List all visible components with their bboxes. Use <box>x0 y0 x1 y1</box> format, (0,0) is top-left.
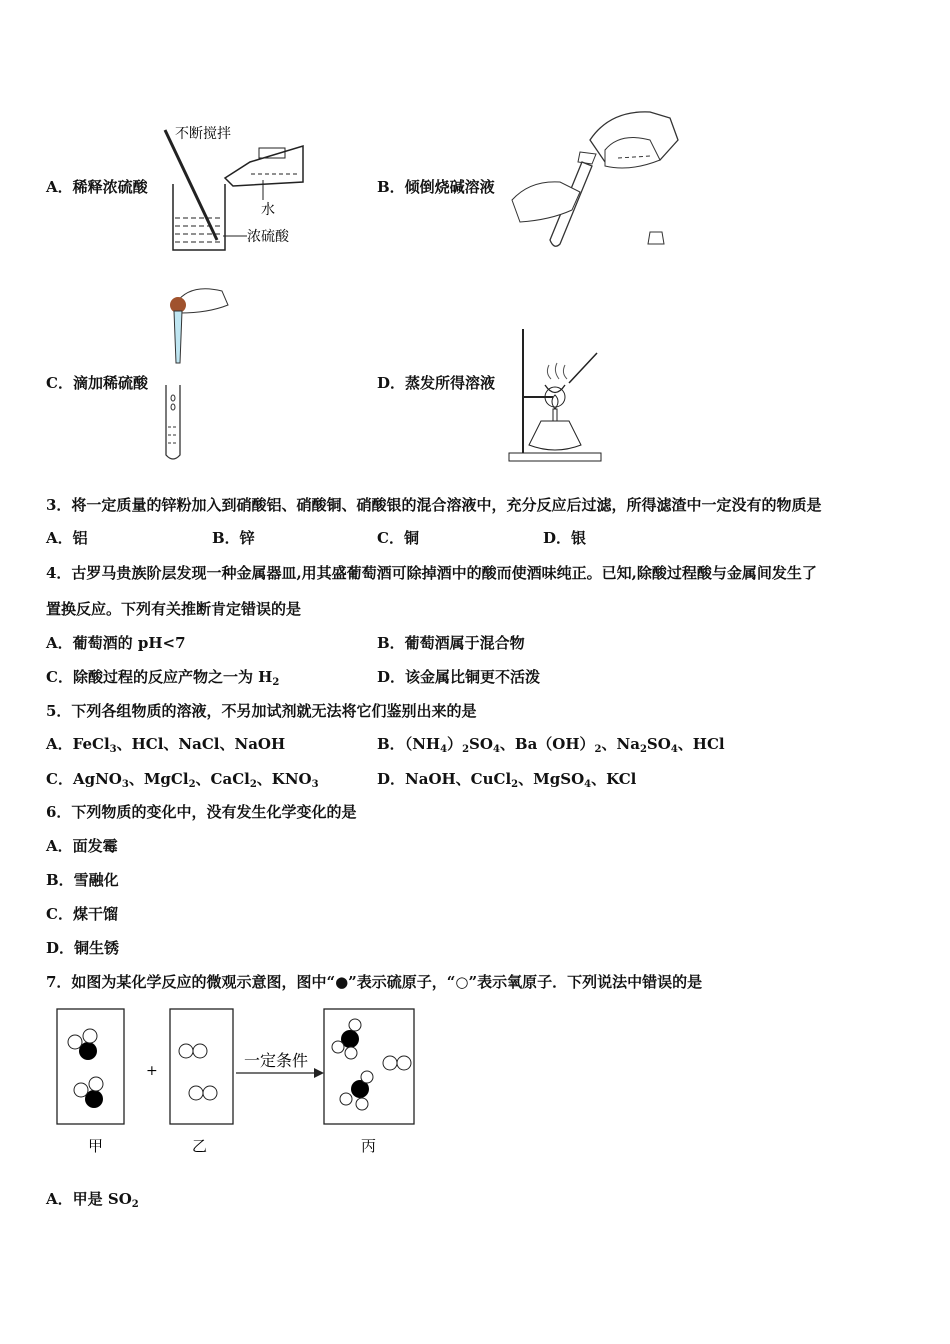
q5-stem: 5．下列各组物质的溶液，不另加试剂就无法将它们鉴别出来的是 <box>46 702 477 720</box>
q5-option-c: C．AgNO$_3$、MgCl$_2$、CaCl$_2$、$KNO_3$ <box>46 770 319 790</box>
test-tube <box>166 385 180 459</box>
q3-option-d: D．银 <box>543 529 587 547</box>
acid-label: 浓硫酸 <box>247 229 289 245</box>
stand-base <box>509 453 601 461</box>
q4-stem-line1: 4．古罗马贵族阶层发现一种金属器皿,用其盛葡萄酒可除掉酒中的酸而使酒味纯正。已知,除酸过程酸与金属间发生了 <box>46 564 817 582</box>
q7-option-a: A．甲是 $SO_2$ <box>46 1190 139 1210</box>
q6-option-d: D．铜生锈 <box>46 939 120 957</box>
stopper <box>648 232 664 244</box>
dropper <box>174 311 182 363</box>
option-d-label: D．蒸发所得溶液 <box>377 374 496 392</box>
label-bing: 丙 <box>361 1137 377 1155</box>
q3-option-c: C．铜 <box>377 529 419 547</box>
q6-option-a: A．面发霉 <box>46 837 118 855</box>
option-c-label: C．滴加稀硫酸 <box>46 374 148 392</box>
stir-label: 不断搅拌 <box>175 126 231 142</box>
pour-solution-figure <box>510 100 685 255</box>
q3-option-b: B．锌 <box>212 529 255 547</box>
lamp <box>529 421 581 450</box>
q3-stem: 3．将一定质量的锌粉加入到硝酸铝、硝酸铜、硝酸银的混合溶液中，充分反应后过滤，所得滤渣中一定没有的物质是 <box>46 496 822 514</box>
label-yi: 乙 <box>192 1137 208 1155</box>
q6-option-c: C．煤干馏 <box>46 905 118 923</box>
reaction-diagram <box>52 1005 422 1160</box>
q4-option-d: D．该金属比铜更不活泼 <box>377 668 541 686</box>
water-label: 水 <box>261 202 275 218</box>
q5-option-b: B．$(NH_4)_2SO_4$、$Ba(OH)_2$、$Na_2SO_4$、HCl <box>377 735 725 755</box>
q6-stem: 6．下列物质的变化中，没有发生化学变化的是 <box>46 803 357 821</box>
q4-option-c: C．除酸过程的反应产物之一为 $H_2$ <box>46 668 280 688</box>
glass-rod <box>569 353 597 383</box>
q7-stem: 7．如图为某化学反应的微观示意图，图中“●”表示硫原子，“○”表示氧原子．下列说法中错误的是 <box>46 973 703 991</box>
bottle <box>225 146 303 186</box>
evaporate-figure <box>505 325 605 465</box>
q3-option-a: A．铝 <box>46 529 88 547</box>
q5-option-a: A．FeCl$_3$、HCl、NaCl、NaOH <box>46 735 286 755</box>
option-b-label: B．倾倒烧碱溶液 <box>377 178 495 196</box>
label-jia: 甲 <box>88 1137 104 1155</box>
q4-option-a: A．葡萄酒的 pH<7 <box>46 634 186 652</box>
q4-option-b: B．葡萄酒属于混合物 <box>377 634 525 652</box>
q5-option-d: D．NaOH、CuCl$_2$、MgSO$_4$、KCl <box>377 770 637 790</box>
box-yi <box>170 1009 233 1124</box>
beaker <box>173 184 225 250</box>
dilute-acid-figure <box>155 122 315 252</box>
option-a-label: A．稀释浓硫酸 <box>46 178 148 196</box>
drop-acid-figure <box>160 283 235 465</box>
reaction-condition: 一定条件 <box>244 1051 309 1070</box>
q6-option-b: B．雪融化 <box>46 871 119 889</box>
steam <box>547 363 567 379</box>
q4-stem-line2: 置换反应。下列有关推断肯定错误的是 <box>46 600 302 618</box>
plus-sign: + <box>146 1063 158 1079</box>
dish <box>545 385 565 393</box>
